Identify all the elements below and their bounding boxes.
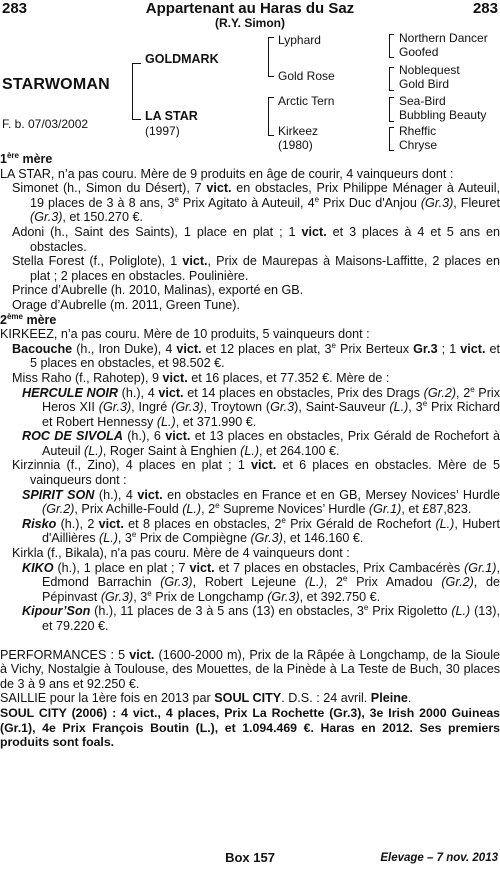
great-grandparent: Gold Bird	[399, 77, 450, 91]
saillie: SAILLIE pour la 1ère fois en 2013 par SOUL CITY. D.S. : 24 avril. Pleine.	[0, 691, 412, 706]
produce-adoni: Adoni (h., Saint des Saints), 1 place en plat ; 1 vict. et 3 places à 4 et 5 ans en obstacles.	[12, 224, 500, 254]
produce-kirkla: Kirkla (f., Bikala), n'a pas couru. Mère de 4 vainqueurs dont :	[12, 546, 350, 561]
horse-name: STARWOMAN	[2, 76, 110, 93]
dam-dam: Kirkeez	[278, 124, 319, 138]
produce-risko: Risko (h.), 2 vict. et 8 places en obstacles, 2e Prix Gérald de Rochefort (L.), Hubert d'Aillières (L.), 3e Prix de Compiègne (Gr.3), et 146.160 €.	[22, 515, 500, 546]
ggp-bracket	[389, 34, 394, 58]
produce-miss-raho: Miss Raho (f., Rahotep), 9 vict. et 16 places, et 77.352 €. Mère de :	[12, 370, 390, 385]
ggp-bracket	[389, 97, 394, 122]
first-dam-intro: LA STAR, n’a pas couru. Mère de 9 produits en âge de courir, 4 vainqueurs dont :	[0, 166, 454, 181]
produce-roc-de-sivola: ROC DE SIVOLA (h.), 6 vict. et 13 places en obstacles, Prix Gérald de Rochefort à Auteuil (L.), Roger Saint à Enghien (L.), et 264.100 €.	[22, 429, 500, 458]
pedigree-bracket	[132, 63, 141, 120]
produce-prince: Prince d’Aubrelle (h. 2010, Malinas), exporté en GB.	[12, 283, 304, 298]
produce-spirit-son: SPIRIT SON (h.), 4 vict. en obstacles en France et en GB, Mersey Novices’ Hurdle (Gr.2), Prix Achille-Fould (L.), 2e Supreme Novices’ Hurdle (Gr.1), et £87,823.	[22, 487, 500, 517]
box-number: Box 157	[225, 850, 275, 865]
page-title: Appartenant au Haras du Saz	[145, 0, 355, 17]
dam-name: LA STAR	[145, 109, 198, 123]
produce-kiko: KIKO (h.), 1 place en plat ; 7 vict. et 7 places en obstacles, Prix Cambacérès (Gr.1), Edmond Barrachin (Gr.3), Robert Lejeune (L.), 2e Prix Amadou (Gr.2), de Pépinvast (Gr.3), 3e Prix de Longchamp (Gr.3), et 392.750 €.	[22, 560, 500, 604]
dam-bracket	[268, 97, 274, 136]
soul-city-note: SOUL CITY (2006) : 4 vict., 4 places, Prix La Rochette (Gr.3), 3e Irish 2000 Guineas (Gr.1), 4e Prix François Boutin (L.), et 1.094.469 €. Haras en 2012. Ses premiers produits sont foals.	[0, 705, 500, 750]
sire-bracket	[268, 37, 274, 77]
sire-sire: Lyphard	[278, 33, 321, 47]
produce-hercule-noir: HERCULE NOIR (h.), 4 vict. et 14 places en obstacles, Prix des Drags (Gr.2), 2e Prix Heros XII (Gr.3), Ingré (Gr.3), Troytown (Gr.3), Saint-Sauveur (L.), 3e Prix Richard et Robert Hennessy (L.), et 371.990 €.	[22, 384, 500, 429]
produce-kipour-son: Kipour’Son (h.), 11 places de 3 à 5 ans (13) en obstacles, 3e Prix Rigoletto (L.) (13), et 79.220 €.	[22, 603, 500, 633]
produce-stella-forest: Stella Forest (f., Poliglote), 1 vict., Prix de Maurepas à Maisons-Laffitte, 2 places en plat ; 2 places en obstacles. Poulinière.	[12, 254, 500, 283]
performances: PERFORMANCES : 5 vict. (1600-2000 m), Prix de la Râpée à Longchamp, de la Sioule à Vichy, Nostalgie à Toulouse, des Mouettes, de la Pinède à La Teste de Buch, 30 places de 3 à 9 ans et 92.250 €.	[0, 647, 500, 691]
produce-simonet: Simonet (h., Simon du Désert), 7 vict. en obstacles, Prix Philippe Ménager à Auteuil, 19 places de 3 à 8 ans, 3e Prix Agitato à Auteuil, 4e Prix Duc d'Anjou (Gr.3), Fleuret (Gr.3), et 150.270 €.	[12, 181, 500, 225]
owner-name: (R.Y. Simon)	[214, 16, 285, 30]
dam-year: (1997)	[145, 124, 180, 138]
great-grandparent: Goofed	[399, 45, 439, 59]
produce-kirzinnia: Kirzinnia (f., Zino), 4 places en plat ; 1 vict. et 6 places en obstacles. Mère de 5 vainqueurs dont :	[12, 458, 500, 488]
spacer	[0, 634, 500, 648]
great-grandparent: Noblequest	[399, 63, 460, 77]
lot-number-right: 283	[472, 0, 498, 17]
pedigree-notes	[0, 152, 500, 750]
second-dam-intro: KIRKEEZ, n’a pas couru. Mère de 10 produits, 5 vainqueurs dont :	[0, 327, 370, 342]
great-grandparent: Northern Dancer	[399, 31, 488, 45]
dam-sire: Arctic Tern	[278, 94, 335, 108]
great-grandparent: Chryse	[399, 138, 438, 152]
ggp-bracket	[389, 127, 394, 151]
great-grandparent: Bubbling Beauty	[399, 108, 487, 122]
sale-date: Elevage – 7 nov. 2013	[380, 852, 498, 864]
great-grandparent: Rheffic	[399, 124, 437, 138]
second-dam-heading: 2ème mère	[0, 311, 57, 327]
sire-dam: Gold Rose	[278, 69, 335, 83]
great-grandparent: Sea-Bird	[399, 94, 446, 108]
dam-dam-year: (1980)	[278, 138, 313, 152]
ggp-bracket	[389, 67, 394, 91]
horse-info: F. b. 07/03/2002	[2, 117, 89, 131]
produce-orage: Orage d’Aubrelle (m. 2011, Green Tune).	[12, 297, 240, 312]
first-dam-heading: 1ère mère	[0, 150, 53, 166]
produce-bacouche: Bacouche (h., Iron Duke), 4 vict. et 12 places en plat, 3e Prix Berteux Gr.3 ; 1 vict. et 5 places en obstacles, et 98.502 €.	[12, 340, 500, 371]
sire-name: GOLDMARK	[145, 52, 219, 66]
lot-number-left: 283	[2, 0, 28, 17]
